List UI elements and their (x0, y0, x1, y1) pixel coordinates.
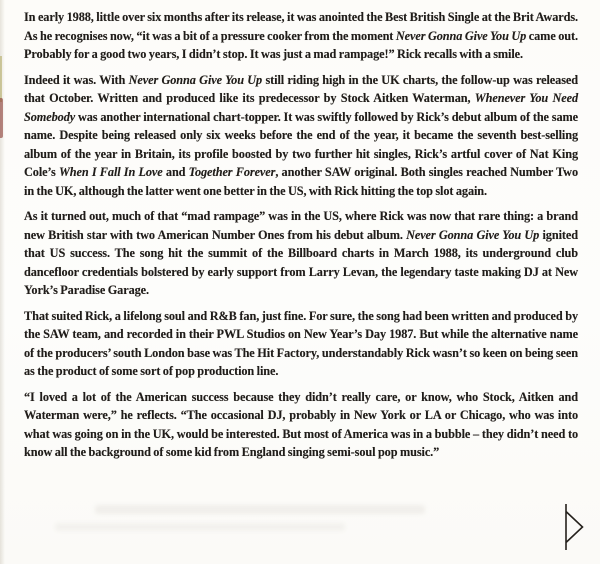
text-run: , another SAW original. Both singles reached Number Two in the UK, although the latter went one better in the US, with Rick hitting the top slot again. (24, 165, 579, 198)
text-run: still riding high in the UK charts, the follow-up was released that October. Written and produced like its predecessor by Stock Aitken Waterman, (24, 72, 578, 105)
text-run: ignited that US success. The song hit the summit of the Billboard charts in March 1988, its underground club dancefloor credentials bolstered by early support from Larry Levan, the legendary taste making DJ at New York’s Paradise Garage. (24, 227, 578, 297)
italic-title-run: Together Forever (188, 165, 276, 179)
text-run: and (162, 165, 189, 179)
italic-title-run: Never Gonna Give You Up (128, 72, 263, 87)
text-run: came out. Probably for a good two years, I didn’t stop. It was just a mad rampage!” Rick recalls with a smile. (24, 28, 578, 61)
text-run: That suited Rick, a lifelong soul and R&B fan, just fine. For sure, the song had been written and produced by the SAW team, and recorded in their PWL Studios on New Year’s Day 1987. But while the alternative name of the producers’ south London base was The Hit Factory, understandably Rick wasn’t so keen on being seen as the product of some sort of pop production line. (24, 308, 578, 378)
paragraph (24, 388, 578, 462)
text-run: In early 1988, little over six months after its release, it was anointed the Best British Single at the Brit Awards. As he recognises now, “it was a bit of a pressure cooker from the moment (24, 10, 578, 43)
text-run: As it turned out, much of that “mad rampage” was in the US, where Rick was now that rare thing: a brand new British star with two American Number Ones from his debut album. (24, 209, 578, 242)
print-through-smudge (55, 523, 345, 531)
scan-edge-mark-red (0, 98, 3, 138)
italic-title-run: Whenever You Need Somebody (24, 91, 578, 124)
paragraph (24, 8, 578, 64)
paragraph (24, 71, 578, 201)
scan-edge-mark-olive (0, 56, 2, 102)
italic-title-run: Never Gonna Give You Up (395, 28, 527, 43)
italic-title-run: Never Gonna Give You Up (406, 227, 540, 242)
article (24, 8, 578, 469)
italic-title-run: When I Fall In Love (58, 165, 163, 179)
print-through-smudge (95, 505, 425, 514)
next-page-arrow-icon[interactable] (563, 503, 585, 551)
paragraph (24, 307, 578, 381)
text-run: “I loved a lot of the American success because they didn’t really care, or know, who Stock, Aitken and Waterman were,” he reflects. “The occasional DJ, probably in New York or LA or Chicago, who was into what was going on in the UK, would be interested. But most of America was in a bubble – they didn’t need to know all the background of some kid from England singing semi-soul pop music.” (24, 389, 578, 459)
text-run: Indeed it was. With (24, 72, 129, 87)
paragraph (24, 207, 578, 300)
text-run: was another international chart-topper. It was swiftly followed by Rick’s debut album of the same name. Despite being released only six weeks before the end of the year, it became the seventh best-selling album of the year in Britain, its profile boosted by two further hit singles, Rick’s artful cover of Nat King Cole’s (24, 109, 578, 179)
